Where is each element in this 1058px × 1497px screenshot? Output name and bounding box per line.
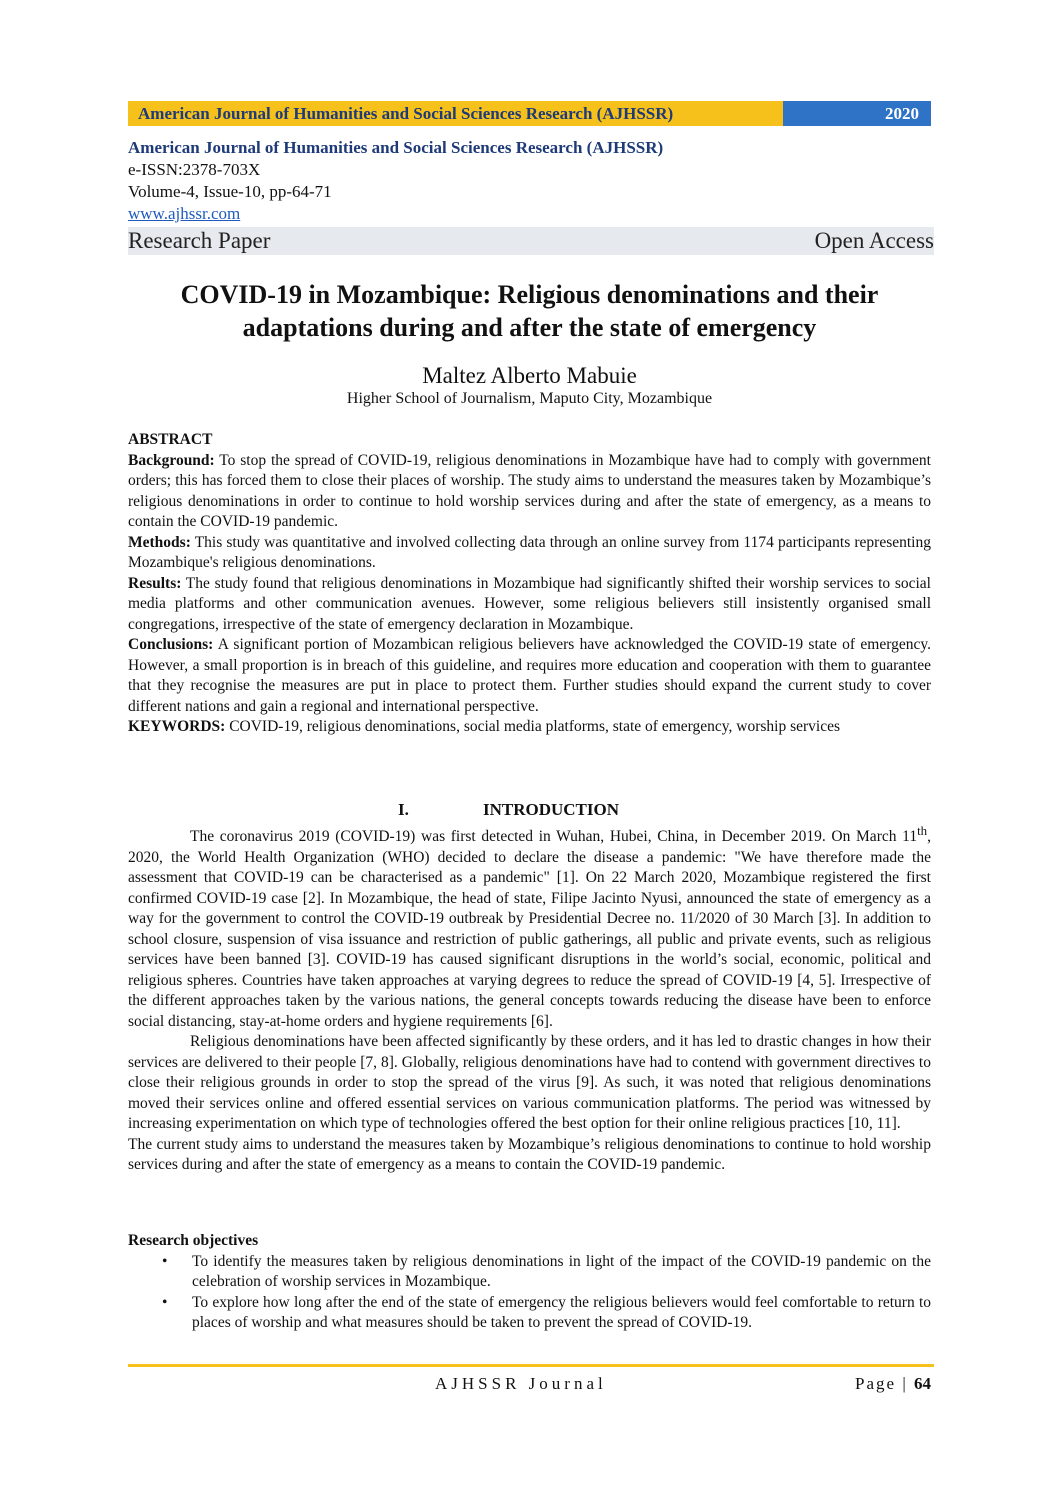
list-item (128, 1252, 931, 1293)
results-text: The study found that religious denominations in Mozambique had significantly shifted their worship services to social media platforms and other communication avenues. However, some religious believers still insistently organised small congregations, irrespective of the state of emergency declaration in Mozambique. (128, 574, 931, 633)
bullet-icon: • (162, 1252, 168, 1270)
intro-p1-part-a: The coronavirus 2019 (COVID-19) was first detected in Wuhan, Hubei, China, in December 2019. On March 11 (190, 828, 918, 846)
abstract-heading: ABSTRACT (128, 431, 213, 448)
running-header-journal: American Journal of Humanities and Social Sciences Research (AJHSSR) (128, 101, 783, 126)
conclusions-text: A significant portion of Mozambican religious believers have acknowledged the COVID-19 state of emergency. However, a small proportion is in breach of this guideline, and requires more education and cooperation with them to guarantee that they recognise the measures are put in place to protect them. Further studies should expand the current study to cover different nations and gain a regional and international perspective. (128, 636, 931, 715)
objective-text: To explore how long after the end of the state of emergency the religious believers would feel comfortable to return to places of worship and what measures should be taken to prevent the spread of COVID-19. (192, 1293, 931, 1331)
section-number: I. (398, 800, 409, 819)
volume-issue: Volume-4, Issue-10, pp-64-71 (128, 182, 332, 201)
results-label: Results: (128, 574, 182, 592)
intro-p1-sup: th (917, 823, 928, 838)
abstract-background (128, 451, 931, 533)
issn: e-ISSN:2378-703X (128, 160, 261, 179)
abstract-methods (128, 533, 931, 574)
title-line-2: adaptations during and after the state of emergency (242, 313, 817, 342)
title-line-1: COVID-19 in Mozambique: Religious denominations and their (180, 280, 879, 309)
objectives-heading: Research objectives (128, 1232, 259, 1249)
section-title: INTRODUCTION (483, 800, 620, 819)
intro-paragraph-2: Religious denominations have been affected significantly by these orders, and it has led to drastic changes in how their services are delivered to their people [7, 8]. Globally, religious denominations have had to contend with government directives to close their religious grounds in order to stop the spread of the virus [9]. As such, it was noted that religious denominations moved their services online and offered essential services on various communication platforms. The period was witnessed by increasing experimentation on which type of technologies offered the best option for their online religious practices [10, 11]. (128, 1033, 931, 1133)
abstract-conclusions (128, 635, 931, 717)
author-name: Maltez Alberto Mabuie (422, 363, 637, 388)
author-affiliation: Higher School of Journalism, Maputo City, Mozambique (346, 390, 713, 407)
list-item (128, 1293, 931, 1334)
methods-text: This study was quantitative and involved collecting data through an online survey from 1174 participants representing Mozambique's religious denominations. (128, 533, 931, 571)
bullet-icon: • (162, 1293, 168, 1311)
page-label: Page | (855, 1374, 908, 1393)
keywords-label: KEYWORDS: (128, 718, 226, 735)
journal-name: American Journal of Humanities and Social Sciences Research (AJHSSR) (128, 138, 664, 157)
footer-page (855, 1374, 931, 1394)
paper-type-bar (128, 227, 934, 255)
objective-text: To identify the measures taken by religious denominations in light of the impact of the COVID-19 pandemic on the celebration of worship services in Mozambique. (192, 1252, 931, 1290)
page-number: 64 (914, 1374, 931, 1393)
access-type: Open Access (814, 228, 934, 253)
journal-meta (128, 137, 931, 225)
abstract-results (128, 574, 931, 636)
running-header (128, 101, 931, 126)
running-header-year: 2020 (783, 101, 931, 126)
intro-paragraph-3: The current study aims to understand the measures taken by Mozambique’s religious denominations to continue to hold worship services during and after the state of emergency as a means to contain the COVID-19 pandemic. (128, 1135, 931, 1174)
methods-label: Methods: (128, 533, 191, 551)
footer-journal: AJHSSR Journal (435, 1374, 607, 1393)
paper-type: Research Paper (128, 228, 271, 253)
abstract (128, 430, 931, 738)
website-link[interactable]: www.ajhssr.com (128, 204, 241, 223)
introduction-body (128, 821, 931, 1176)
intro-paragraph-1 (128, 821, 931, 1032)
objectives-list (128, 1252, 931, 1334)
paper-title (128, 278, 931, 344)
intro-p1-part-b: , 2020, the World Health Organization (WHO) decided to declare the disease a pandemic: "We have therefore made the assessment that COVID-19 can be characterised as a pandemic" [1]. On 22 March 2020, Mozambique registered the first confirmed COVID-19 case [2]. In Mozambique, the head of state, Filipe Jacinto Nyusi, announced the state of emergency as a way for the government to control the COVID-19 outbreak by Presidential Decree no. 11/2020 of 30 March [3]. In addition to school closure, suspension of visa issuance and restriction of public gatherings, all public and private events, such as religious services have been banned [3]. COVID-19 has caused significant disruptions in the world’s social, economic, political and religious spheres. Countries have taken approaches at varying degrees to reduce the spread of COVID-19 [4, 5]. Irrespective of the different approaches taken by the various nations, the general concepts towards reducing the disease have been to enforce social distancing, stay-at-home orders and hygiene requirements [6]. (128, 828, 931, 1030)
research-objectives (128, 1231, 931, 1334)
keywords-text: COVID-19, religious denominations, social media platforms, state of emergency, worship services (229, 718, 841, 735)
background-label: Background: (128, 451, 215, 469)
abstract-keywords (128, 717, 931, 738)
footer-divider (128, 1364, 934, 1367)
conclusions-label: Conclusions: (128, 636, 214, 653)
background-text: To stop the spread of COVID-19, religious denominations in Mozambique have had to comply with government orders; this has forced them to close their places of worship. The study aims to understand the measures taken by Mozambique’s religious denominations in order to continue to hold worship services during and after the state of emergency, as a means to contain the COVID-19 pandemic. (128, 451, 931, 530)
